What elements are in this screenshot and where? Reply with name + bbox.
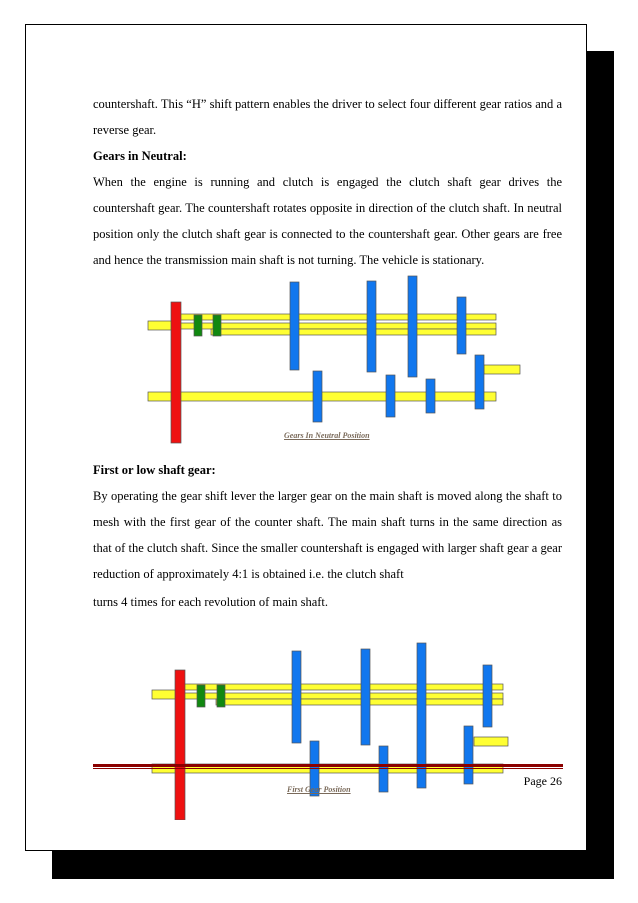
neutral-paragraph: When the engine is running and clutch is engaged the clutch shaft gear drives the countershaft gear. The countershaft rotates opposite in direction of the clutch shaft. In neutral position only the clutch shaft gear is connected to the countershaft gear. Other gears are free and hence the transmission main shaft is not turning. The vehicle is stationary. bbox=[93, 175, 562, 267]
diagram-neutral-position bbox=[26, 271, 586, 471]
first-gear-paragraph-end: turns 4 times for each revolution of main shaft. bbox=[93, 595, 329, 609]
reverse-gear bbox=[475, 355, 484, 409]
figure-caption-first-gear: First Gear Position bbox=[287, 785, 351, 794]
main-gear-4 bbox=[483, 665, 492, 727]
reverse-gear bbox=[464, 726, 473, 784]
footer-rule bbox=[93, 764, 563, 767]
main-gear-4 bbox=[457, 297, 466, 354]
synchro-ring-left bbox=[194, 315, 202, 336]
synchro-ring-right bbox=[217, 685, 225, 707]
counter-gear-1 bbox=[313, 371, 322, 422]
heading-first-gear: First or low shaft gear: bbox=[93, 463, 216, 477]
clutch-shaft-gear bbox=[171, 302, 181, 443]
reverse-idler-shaft bbox=[484, 365, 520, 374]
synchro-ring-right bbox=[213, 315, 221, 336]
main-gear-3 bbox=[408, 276, 417, 377]
section-neutral bbox=[93, 91, 562, 273]
main-shaft-lower bbox=[182, 693, 503, 699]
clutch-shaft-gear bbox=[175, 670, 185, 820]
page-shadow-bottom bbox=[52, 851, 614, 879]
main-shaft-upper bbox=[216, 699, 503, 705]
main-gear-1 bbox=[292, 651, 301, 743]
main-gear-1 bbox=[290, 282, 299, 370]
document-page bbox=[25, 24, 587, 851]
page-shadow-right bbox=[587, 51, 614, 879]
main-shaft-lower bbox=[178, 323, 496, 329]
main-gear-2 bbox=[361, 649, 370, 745]
main-shaft bbox=[182, 684, 503, 690]
main-shaft bbox=[178, 314, 496, 320]
page-number: Page 26 bbox=[523, 774, 562, 788]
first-gear-paragraph: By operating the gear shift lever the larger gear on the main shaft is moved along the shaft to mesh with the first gear of the counter shaft. The main shaft turns in the same direction as that of the clutch shaft. Since the smaller countershaft is engaged with larger shaft gear a gear reduction of approximately 4:1 is obtained i.e. the clutch shaft bbox=[93, 489, 562, 581]
counter-gear-3 bbox=[426, 379, 435, 413]
reverse-idler-shaft bbox=[474, 737, 508, 746]
main-gear-2 bbox=[367, 281, 376, 372]
counter-gear-2 bbox=[379, 746, 388, 792]
intro-paragraph: countershaft. This “H” shift pattern enables the driver to select four different gear ratios and a reverse gear. bbox=[93, 97, 562, 137]
main-shaft-upper bbox=[211, 329, 496, 335]
footer-rule-thin bbox=[93, 768, 563, 769]
heading-gears-neutral: Gears in Neutral: bbox=[93, 149, 187, 163]
section-first-gear bbox=[93, 457, 562, 615]
counter-gear-2 bbox=[386, 375, 395, 417]
synchro-ring-left bbox=[197, 685, 205, 707]
figure-caption-neutral: Gears In Neutral Position bbox=[284, 431, 370, 440]
